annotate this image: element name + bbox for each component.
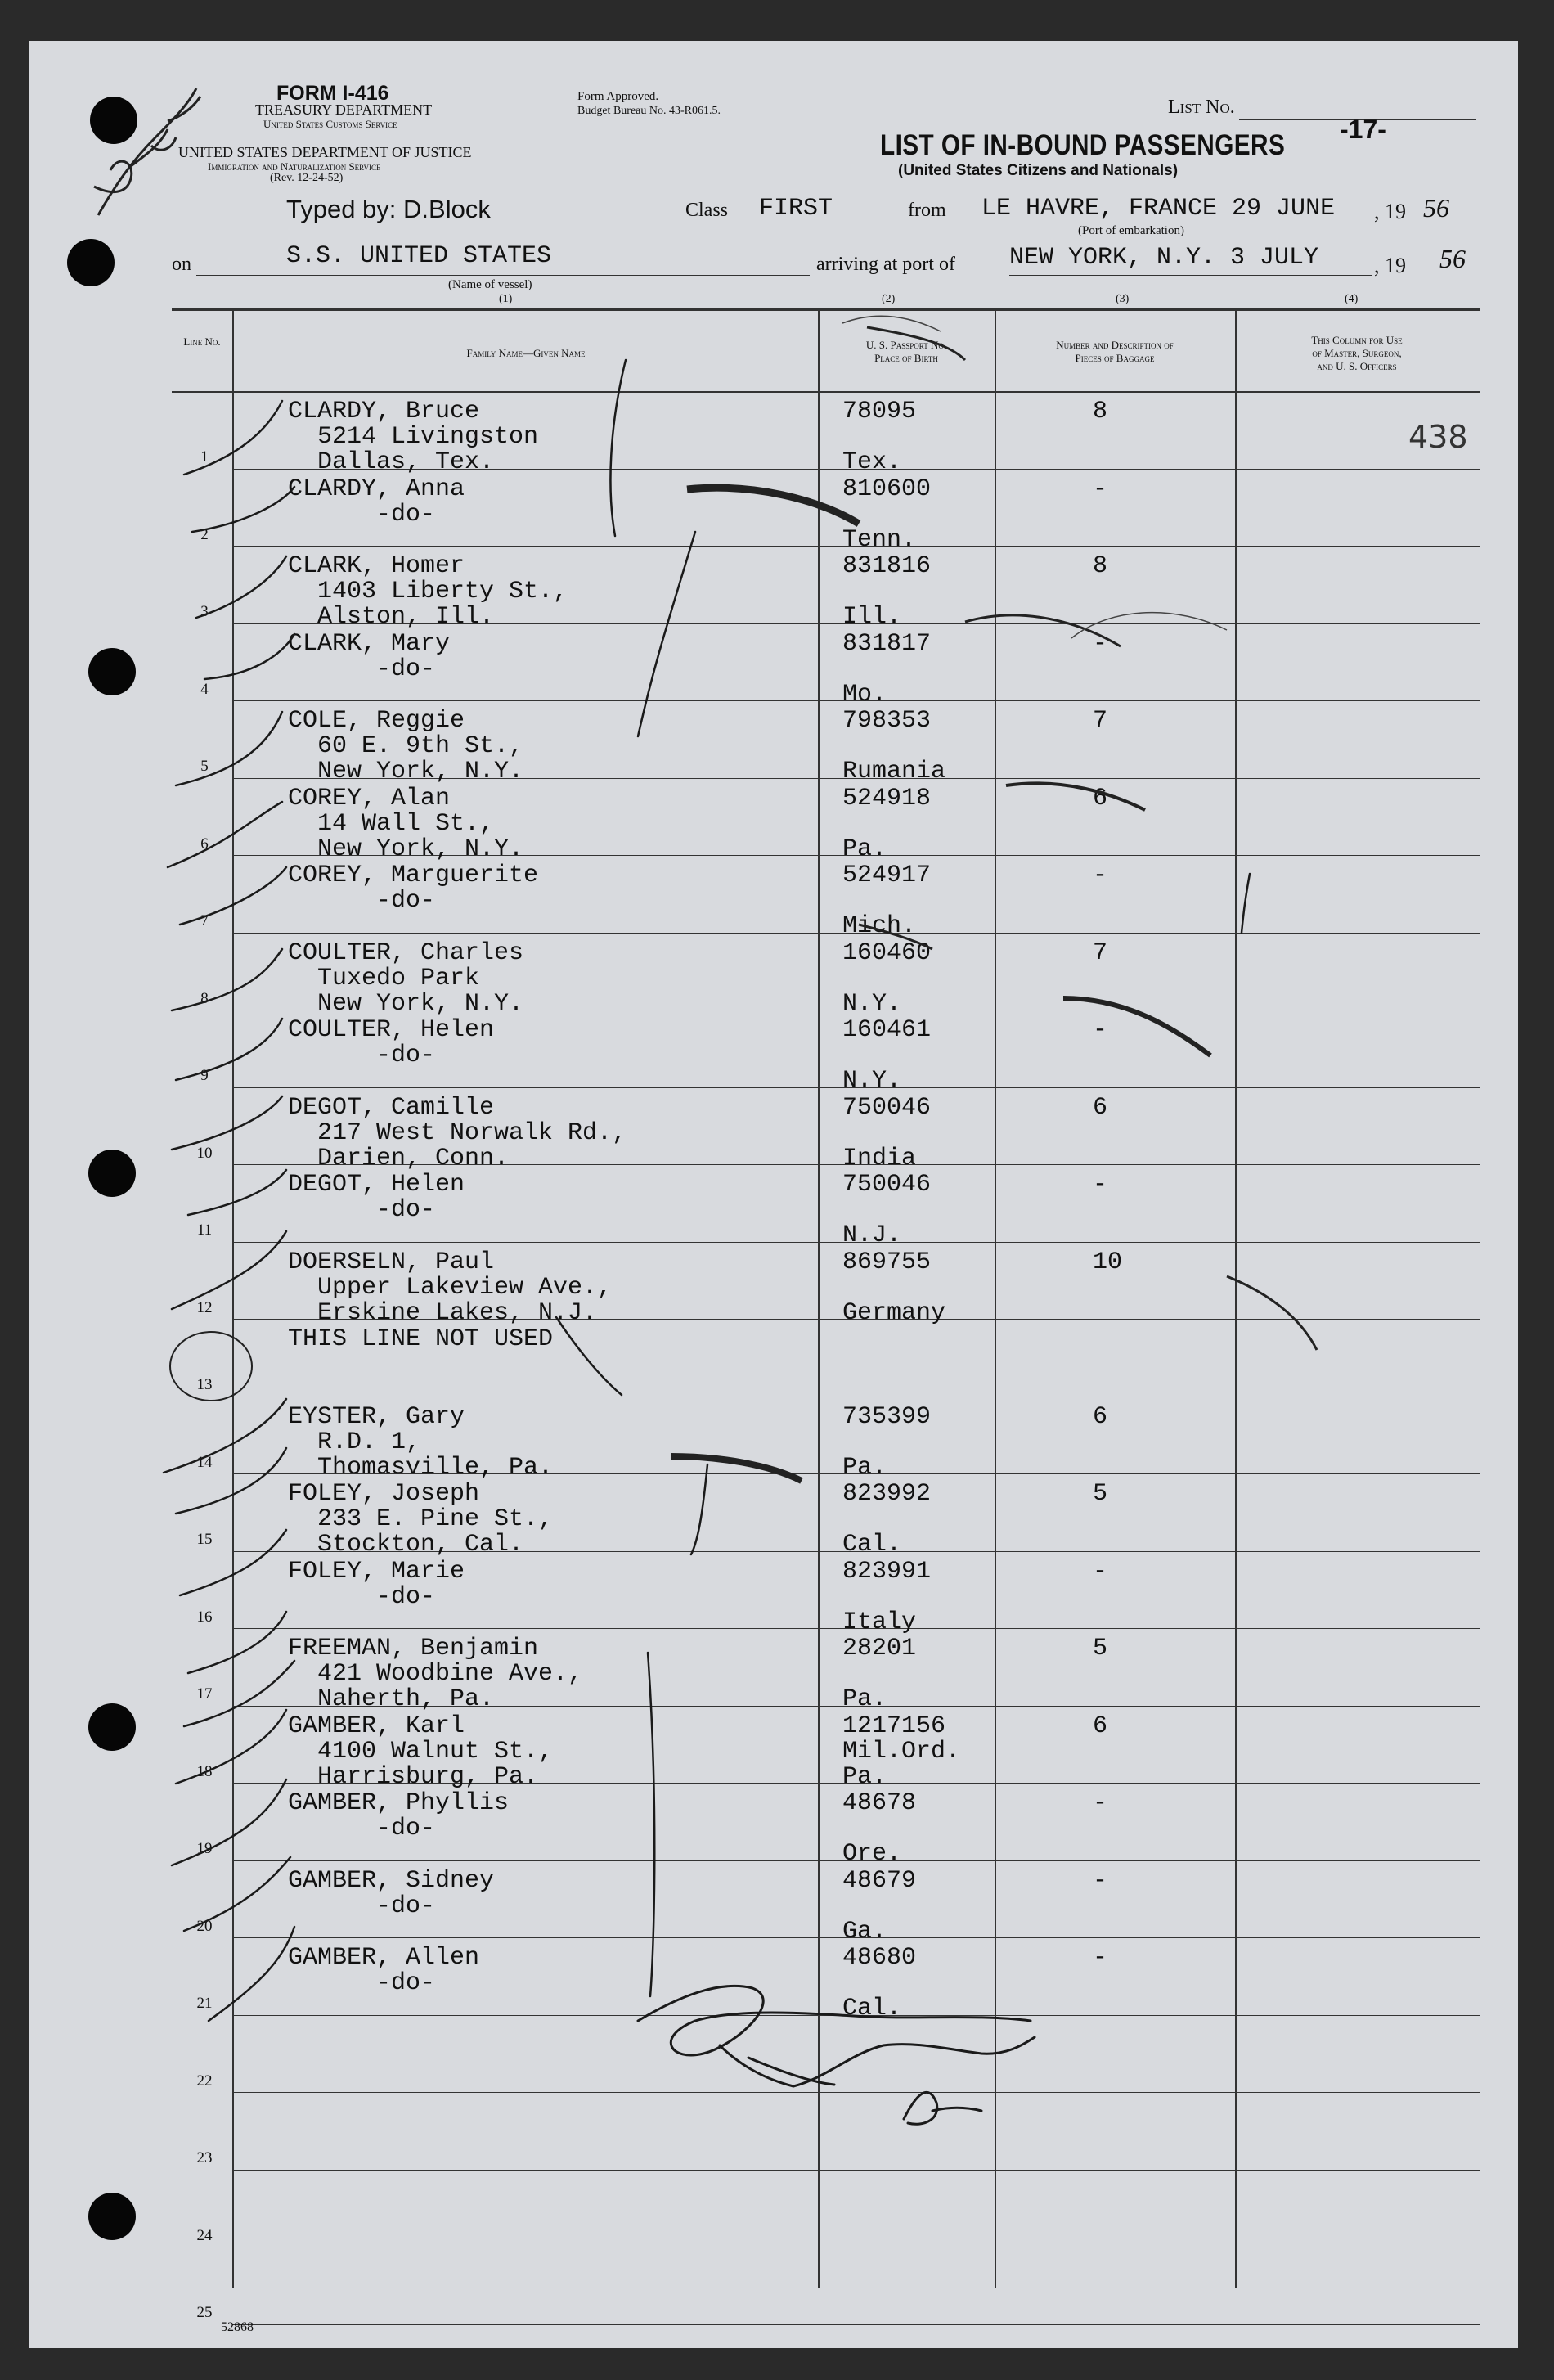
row-number: 6 xyxy=(200,835,209,853)
passport-number: 1217156 xyxy=(842,1712,946,1740)
passenger-name: EYSTER, Gary xyxy=(288,1402,465,1431)
passport-number: 831816 xyxy=(842,552,932,580)
from-label: from xyxy=(908,200,946,221)
passport-number: 524917 xyxy=(842,862,932,889)
passport-number: 735399 xyxy=(842,1402,932,1431)
place-of-birth: N.Y. xyxy=(842,1067,902,1095)
col-header-passport-1: U. S. Passport No. xyxy=(865,339,947,351)
baggage-count: 6 xyxy=(1093,1402,1108,1431)
col-header-baggage-1: Number and Description of xyxy=(1056,339,1174,351)
passenger-address-line2: Dallas, Tex. xyxy=(288,448,495,476)
passenger-address-line1: -do- xyxy=(288,655,436,683)
row-number: 4 xyxy=(200,680,209,698)
baggage-count: - xyxy=(1093,475,1108,503)
passenger-address-line1: Tuxedo Park xyxy=(288,964,480,992)
passport-number: 823991 xyxy=(842,1557,932,1586)
row-number: 8 xyxy=(200,989,209,1007)
passenger-name: CLARDY, Bruce xyxy=(288,398,480,425)
row-number: 9 xyxy=(200,1067,209,1084)
passenger-address-line1: 421 Woodbine Ave., xyxy=(288,1660,583,1688)
passport-number: 810600 xyxy=(842,475,932,503)
passenger-address-line2: Erskine Lakes, N.J. xyxy=(288,1298,598,1327)
col-header-line-no: Line No. xyxy=(183,335,221,348)
place-of-birth: Mil.Ord. Pa. xyxy=(842,1737,961,1791)
passenger-address-line1: Upper Lakeview Ave., xyxy=(288,1273,613,1302)
passenger-name: FOLEY, Joseph xyxy=(288,1480,480,1508)
passenger-address-line1: 4100 Walnut St., xyxy=(288,1737,554,1766)
passport-number: 750046 xyxy=(842,1093,932,1122)
baggage-count: - xyxy=(1093,1557,1108,1586)
place-of-birth: India xyxy=(842,1144,917,1172)
row-number: 5 xyxy=(200,758,209,775)
passport-number: 48678 xyxy=(842,1789,917,1817)
place-of-birth: Cal. xyxy=(842,1531,902,1559)
place-of-birth: N.J. xyxy=(842,1221,902,1249)
stamp-count: 438 xyxy=(1408,419,1468,455)
port-of-embarkation: LE HAVRE, FRANCE 29 JUNE xyxy=(981,195,1336,223)
passenger-address-line2: Darien, Conn. xyxy=(288,1144,510,1172)
row-number: 21 xyxy=(196,1995,213,2012)
footer-form-code: 52868 xyxy=(221,2320,254,2334)
baggage-count: 10 xyxy=(1093,1248,1123,1276)
place-of-birth: Germany xyxy=(842,1298,946,1327)
budget-bureau: Budget Bureau No. 43-R061.5. xyxy=(577,105,721,117)
passenger-address-line1: -do- xyxy=(288,1042,436,1069)
row-number: 18 xyxy=(196,1762,213,1780)
baggage-count: - xyxy=(1093,1866,1108,1895)
vessel-name: S.S. UNITED STATES xyxy=(286,242,552,270)
place-of-birth: Rumania xyxy=(842,758,946,785)
treasury-dept: TREASURY DEPARTMENT xyxy=(255,101,433,118)
place-of-birth: Ga. xyxy=(842,1917,887,1946)
passenger-name: CLARK, Mary xyxy=(288,629,451,658)
baggage-count: 6 xyxy=(1093,1093,1108,1122)
place-of-birth: Ill. xyxy=(842,603,902,631)
page-title: LIST OF IN-BOUND PASSENGERS xyxy=(880,129,1286,161)
passenger-address-line2: New York, N.Y. xyxy=(288,758,524,785)
place-of-birth: Tex. xyxy=(842,448,902,476)
passenger-name: FOLEY, Marie xyxy=(288,1557,465,1586)
baggage-count: - xyxy=(1093,1944,1108,1972)
class-value: FIRST xyxy=(759,195,833,223)
row-number: 22 xyxy=(196,2072,213,2090)
col-num-2: (2) xyxy=(882,293,896,305)
place-of-birth: Tenn. xyxy=(842,525,917,554)
col-header-name: Family Name—Given Name xyxy=(466,347,586,359)
typed-by: Typed by: D.Block xyxy=(286,195,491,223)
passenger-address-line1: -do- xyxy=(288,1196,436,1224)
baggage-count: 5 xyxy=(1093,1480,1108,1508)
passport-number: 823992 xyxy=(842,1480,932,1508)
passenger-address-line1: R.D. 1, xyxy=(288,1428,421,1456)
arrival-year-prefix: , 19 xyxy=(1374,254,1406,277)
row-number: 13 xyxy=(196,1376,213,1393)
on-label: on xyxy=(172,254,191,275)
baggage-count: - xyxy=(1093,862,1108,889)
row-number: 1 xyxy=(200,448,209,466)
passenger-name: FREEMAN, Benjamin xyxy=(288,1635,539,1662)
passenger-name: DOERSELN, Paul xyxy=(288,1248,495,1276)
row-number: 23 xyxy=(196,2149,213,2166)
col-num-1: (1) xyxy=(499,293,513,305)
list-no-label: List No. xyxy=(1168,97,1235,118)
baggage-count: - xyxy=(1093,1789,1108,1817)
passenger-name: GAMBER, Phyllis xyxy=(288,1789,510,1817)
arriving-label: arriving at port of xyxy=(816,254,955,275)
col-num-4: (4) xyxy=(1345,293,1359,305)
passport-number: 798353 xyxy=(842,707,932,735)
passenger-name: GAMBER, Allen xyxy=(288,1944,480,1972)
row-number: 14 xyxy=(196,1453,213,1471)
passenger-address-line1: 233 E. Pine St., xyxy=(288,1505,554,1533)
baggage-count: - xyxy=(1093,629,1108,658)
row-number: 11 xyxy=(196,1221,213,1239)
row-number: 25 xyxy=(196,2304,213,2321)
baggage-count: 7 xyxy=(1093,707,1108,735)
baggage-count: 8 xyxy=(1093,552,1108,580)
justice-dept: UNITED STATES DEPARTMENT OF JUSTICE xyxy=(178,144,472,160)
col-num-3: (3) xyxy=(1116,293,1130,305)
passenger-address-line1: -do- xyxy=(288,1892,436,1920)
col-header-baggage-2: Pieces of Baggage xyxy=(1075,352,1155,364)
customs-service: United States Customs Service xyxy=(263,118,397,130)
place-of-birth: Pa. xyxy=(842,835,887,863)
passport-number: 160460 xyxy=(842,938,932,967)
col-header-officers-1: This Column for Use xyxy=(1311,334,1403,346)
row-number: 16 xyxy=(196,1608,213,1626)
class-label: Class xyxy=(685,200,729,221)
passenger-name: COULTER, Charles xyxy=(288,938,524,967)
passenger-address-line1: -do- xyxy=(288,887,436,915)
row-number: 7 xyxy=(200,912,209,929)
baggage-count: 6 xyxy=(1093,1712,1108,1740)
arrival-port: NEW YORK, N.Y. 3 JULY xyxy=(1009,244,1319,272)
place-of-birth: Ore. xyxy=(842,1840,902,1868)
baggage-count: - xyxy=(1093,1171,1108,1199)
passenger-address-line2: New York, N.Y. xyxy=(288,835,524,863)
row-number: 20 xyxy=(196,1917,213,1935)
passenger-name: DEGOT, Camille xyxy=(288,1093,495,1122)
row-number: 3 xyxy=(200,603,209,620)
baggage-count: 6 xyxy=(1093,784,1108,812)
passport-number: 160461 xyxy=(842,1016,932,1044)
passenger-name: COREY, Alan xyxy=(288,784,451,812)
passport-number: 831817 xyxy=(842,629,932,658)
baggage-count: 8 xyxy=(1093,398,1108,425)
passenger-name: GAMBER, Sidney xyxy=(288,1866,495,1895)
place-of-birth: Cal. xyxy=(842,1995,902,2022)
passenger-name: CLARDY, Anna xyxy=(288,475,465,503)
baggage-count: - xyxy=(1093,1016,1108,1044)
passport-number: 78095 xyxy=(842,398,917,425)
ins-service: Immigration and Naturalization Service xyxy=(208,160,381,173)
col-header-passport-2: Place of Birth xyxy=(874,352,938,364)
embarkation-caption: (Port of embarkation) xyxy=(1078,224,1184,237)
passenger-address-line2: Naherth, Pa. xyxy=(288,1685,495,1713)
passenger-address-line1: -do- xyxy=(288,1582,436,1611)
passenger-address-line1: 60 E. 9th St., xyxy=(288,732,524,760)
passenger-address-line1: 14 Wall St., xyxy=(288,809,495,838)
passenger-address-line1: 1403 Liberty St., xyxy=(288,578,568,605)
passenger-name: COREY, Marguerite xyxy=(288,862,539,889)
row-number: 15 xyxy=(196,1531,213,1548)
baggage-count: 5 xyxy=(1093,1635,1108,1662)
place-of-birth: Mich. xyxy=(842,912,917,940)
passenger-name: COLE, Reggie xyxy=(288,707,465,735)
place-of-birth: N.Y. xyxy=(842,989,902,1018)
passenger-address-line2: Thomasville, Pa. xyxy=(288,1453,554,1482)
passenger-name: DEGOT, Helen xyxy=(288,1171,465,1199)
list-no-value: -17- xyxy=(1340,115,1386,144)
passenger-address-line1: -do- xyxy=(288,500,436,529)
passenger-address-line1: 5214 Livingston xyxy=(288,423,539,451)
passenger-address-line2: Alston, Ill. xyxy=(288,603,495,631)
passport-number: 750046 xyxy=(842,1171,932,1199)
passenger-address-line2: Stockton, Cal. xyxy=(288,1531,524,1559)
revision: (Rev. 12-24-52) xyxy=(270,172,344,184)
passenger-address-line1: -do- xyxy=(288,1815,436,1842)
passport-number: 48680 xyxy=(842,1944,917,1972)
passport-number: 28201 xyxy=(842,1635,917,1662)
col-header-officers-3: and U. S. Officers xyxy=(1317,360,1397,372)
passenger-name: COULTER, Helen xyxy=(288,1016,495,1044)
form-approved: Form Approved. xyxy=(577,90,659,103)
row-number: 10 xyxy=(196,1144,213,1162)
passport-number: 48679 xyxy=(842,1866,917,1895)
baggage-count: 7 xyxy=(1093,938,1108,967)
place-of-birth: Italy xyxy=(842,1608,917,1636)
arrival-year: 56 xyxy=(1439,244,1466,273)
passenger-name: CLARK, Homer xyxy=(288,552,465,580)
row-number: 17 xyxy=(196,1685,213,1703)
form-number: FORM I-416 xyxy=(276,82,389,105)
passport-number: 869755 xyxy=(842,1248,932,1276)
passport-number: 524918 xyxy=(842,784,932,812)
row-number: 2 xyxy=(200,525,209,543)
from-year-prefix: , 19 xyxy=(1374,200,1406,223)
row-number: 12 xyxy=(196,1298,213,1316)
passenger-address-line2: New York, N.Y. xyxy=(288,989,524,1018)
place-of-birth: Pa. xyxy=(842,1685,887,1713)
place-of-birth: Pa. xyxy=(842,1453,887,1482)
from-year: 56 xyxy=(1423,193,1449,223)
vessel-caption: (Name of vessel) xyxy=(448,278,532,291)
passenger-address-line2: Harrisburg, Pa. xyxy=(288,1762,539,1791)
row-number: 24 xyxy=(196,2226,213,2244)
passenger-name: GAMBER, Karl xyxy=(288,1712,465,1740)
row-number: 19 xyxy=(196,1840,213,1857)
passenger-name: THIS LINE NOT USED xyxy=(288,1325,554,1353)
place-of-birth: Mo. xyxy=(842,680,887,709)
passenger-address-line1: 217 West Norwalk Rd., xyxy=(288,1118,627,1147)
col-header-officers-2: of Master, Surgeon, xyxy=(1312,347,1402,359)
passenger-address-line1: -do- xyxy=(288,1969,436,1997)
page-subtitle: (United States Citizens and Nationals) xyxy=(898,162,1179,179)
